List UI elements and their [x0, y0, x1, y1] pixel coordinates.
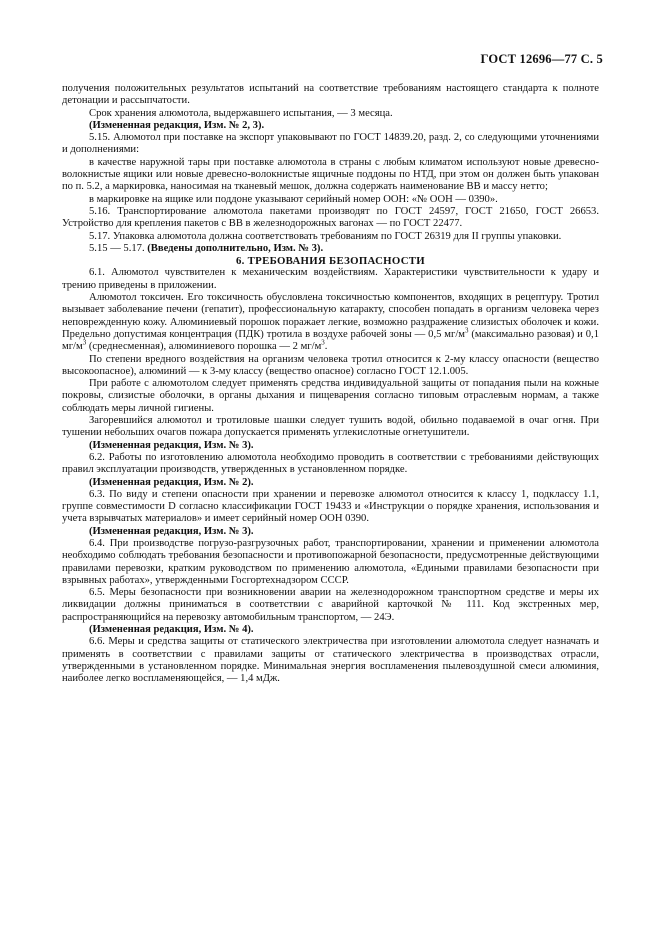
clause-5-15-item-1: в качестве наружной тары при поставке алюмотола в страны с любым климатом используют новые древесно-волокнистые ящики или новые древесно-волокнистые ящичные поддоны по НТД, при этом он должен быть упакован по п. 5.2, а маркировка, наносимая на тканевый мешок, должна содержать наименование ВВ и массу нетто;: [62, 156, 599, 193]
amendment-note-bold: (Введены дополнительно, Изм. № 3).: [147, 242, 324, 254]
clause-5-17: 5.17. Упаковка алюмотола должна соответствовать требованиям по ГОСТ 26319 для II группы упаковки.: [89, 230, 562, 242]
amendment-note: (Измененная редакция, Изм. № 3).: [89, 525, 254, 537]
firefighting-paragraph: Загоревшийся алюмотол и тротиловые шашки следует тушить водой, обильно подаваемой в очаг огня. При тушении небольших очагов пожара допускается применять углекислотные огнетушители.: [62, 415, 599, 439]
paragraph-continuation: получения положительных результатов испытаний на соответствие требованиям настоящего стандарта к полноте детонации и рассыпчатости.: [62, 83, 599, 107]
toxicity-text-d: .: [324, 341, 328, 353]
superscript-3c: 3: [321, 338, 325, 347]
amendment-note: (Измененная редакция, Изм. № 4).: [89, 624, 254, 636]
hazard-class-paragraph: По степени вредного воздействия на организм человека тротил относится к 2-му классу опасности (вещество высокоопасное), алюминий — к 3-му классу (вещество опасное) согласно ГОСТ 12.1.005.: [62, 353, 599, 377]
clause-range: 5.15 — 5.17.: [89, 242, 145, 254]
clause-5-15: 5.15. Алюмотол при поставке на экспорт упаковывают по ГОСТ 14839.20, разд. 2, со следующими уточнениями и дополнениями:: [62, 132, 599, 156]
clause-6-2: 6.2. Работы по изготовлению алюмотола необходимо проводить в соответствии с требованиями действующих правил эксплуатации производств, утвержденных в установленном порядке.: [62, 451, 599, 476]
superscript-3a: 3: [464, 326, 469, 335]
paragraph-storage-term: Срок хранения алюмотола, выдержавшего испытания, — 3 месяца.: [89, 107, 393, 119]
amendment-note: (Измененная редакция, Изм. № 2, 3).: [89, 119, 265, 131]
toxicity-text-b: (максимально разовая) и 0,1 мг/м: [62, 328, 599, 353]
amendment-note: (Измененная редакция, Изм. № 2).: [89, 476, 254, 488]
superscript-3b: 3: [82, 338, 87, 347]
clause-6-6: 6.6. Меры и средства защиты от статического электричества при изготовлении алюмотола следует назначать и применять в соответствии с правилами защиты от статического электричества в производствах отрасли, утвержденными в установленном порядке. Минимальная энергия воспламенения пылевоздушной смеси алюминия, наиболее легко воспламеняющейся, — 1,4 мДж.: [62, 636, 599, 685]
section-title: 6. ТРЕБОВАНИЯ БЕЗОПАСНОСТИ: [235, 255, 426, 268]
clause-6-4: 6.4. При производстве погрузо-разгрузочных работ, транспортировании, хранении и применении алюмотола необходимо соблюдать требования безопасности и противопожарной безопасности, предусмотренные действующими правилами перевозки, кратким руководством по применению алюмотола, «Едиными правилами безопасности при взрывных работах», утвержденными Госгортехнадзором СССР.: [62, 537, 599, 586]
clause-6-3: 6.3. По виду и степени опасности при хранении и перевозке алюмотол относится к классу 1, подклассу 1.1, группе совместимости D согласно классификации ГОСТ 19433 и «Инструкции о порядке хранения, использования и учета взрывчатых материалов» и имеет серийный номер ООН 0390.: [62, 488, 599, 525]
clause-5-15-item-2: в маркировке на ящике или поддоне указывают серийный номер ООН: «№ ООН — 0390».: [89, 193, 498, 205]
toxicity-text-c: (среднесменная), алюминиевого порошка — 2 мг/м: [86, 341, 322, 353]
clause-6-5: 6.5. Меры безопасности при возникновении аварии на железнодорожном транспортном средстве и меры их ликвидации должны приниматься в соответствии с аварийной карточкой № 111. Код экстренных мер, распространяющийся на перевозку автомобильным транспортом, — 24Э.: [62, 587, 599, 623]
ppe-paragraph: При работе с алюмотолом следует применять средства индивидуальной защиты от попадания пыли на кожные покровы, слизистые оболочки, в органы дыхания и пищеварения согласно типовым отраслевым нормам, а также соблюдать меры личной гигиены.: [62, 378, 599, 414]
document-body: [62, 83, 599, 686]
amendment-note: (Измененная редакция, Изм. № 3).: [89, 439, 254, 451]
toxicity-paragraph: [62, 292, 599, 353]
clause-5-16: 5.16. Транспортирование алюмотола пакетами производят по ГОСТ 24597, ГОСТ 21650, ГОСТ 26653. Устройство для крепления пакетов с ВВ в железнодорожных вагонах — по ГОСТ 22477.: [62, 205, 599, 230]
amendment-note-5-15-5-17: [62, 243, 599, 255]
clause-6-1: 6.1. Алюмотол чувствителен к механическим воздействиям. Характеристики чувствительности к удару и трению приведены в приложении.: [62, 267, 599, 291]
page-header: ГОСТ 12696—77 С. 5: [480, 52, 603, 66]
toxicity-text-a: Алюмотол токсичен. Его токсичность обусловлена токсичностью компонентов, входящих в рецептуру. Тротил вызывает заболевание печени (гепатит), профессиональную катаракту, способен попадать в организм человека через неповрежденную кожу. Алюминиевый порошок поражает легкие, возможно раздражение слизистых оболочек и кожи. Предельно допустимая концентрация (ПДК) тротила в воздухе рабочей зоны — 0,5 мг/м: [62, 292, 599, 340]
